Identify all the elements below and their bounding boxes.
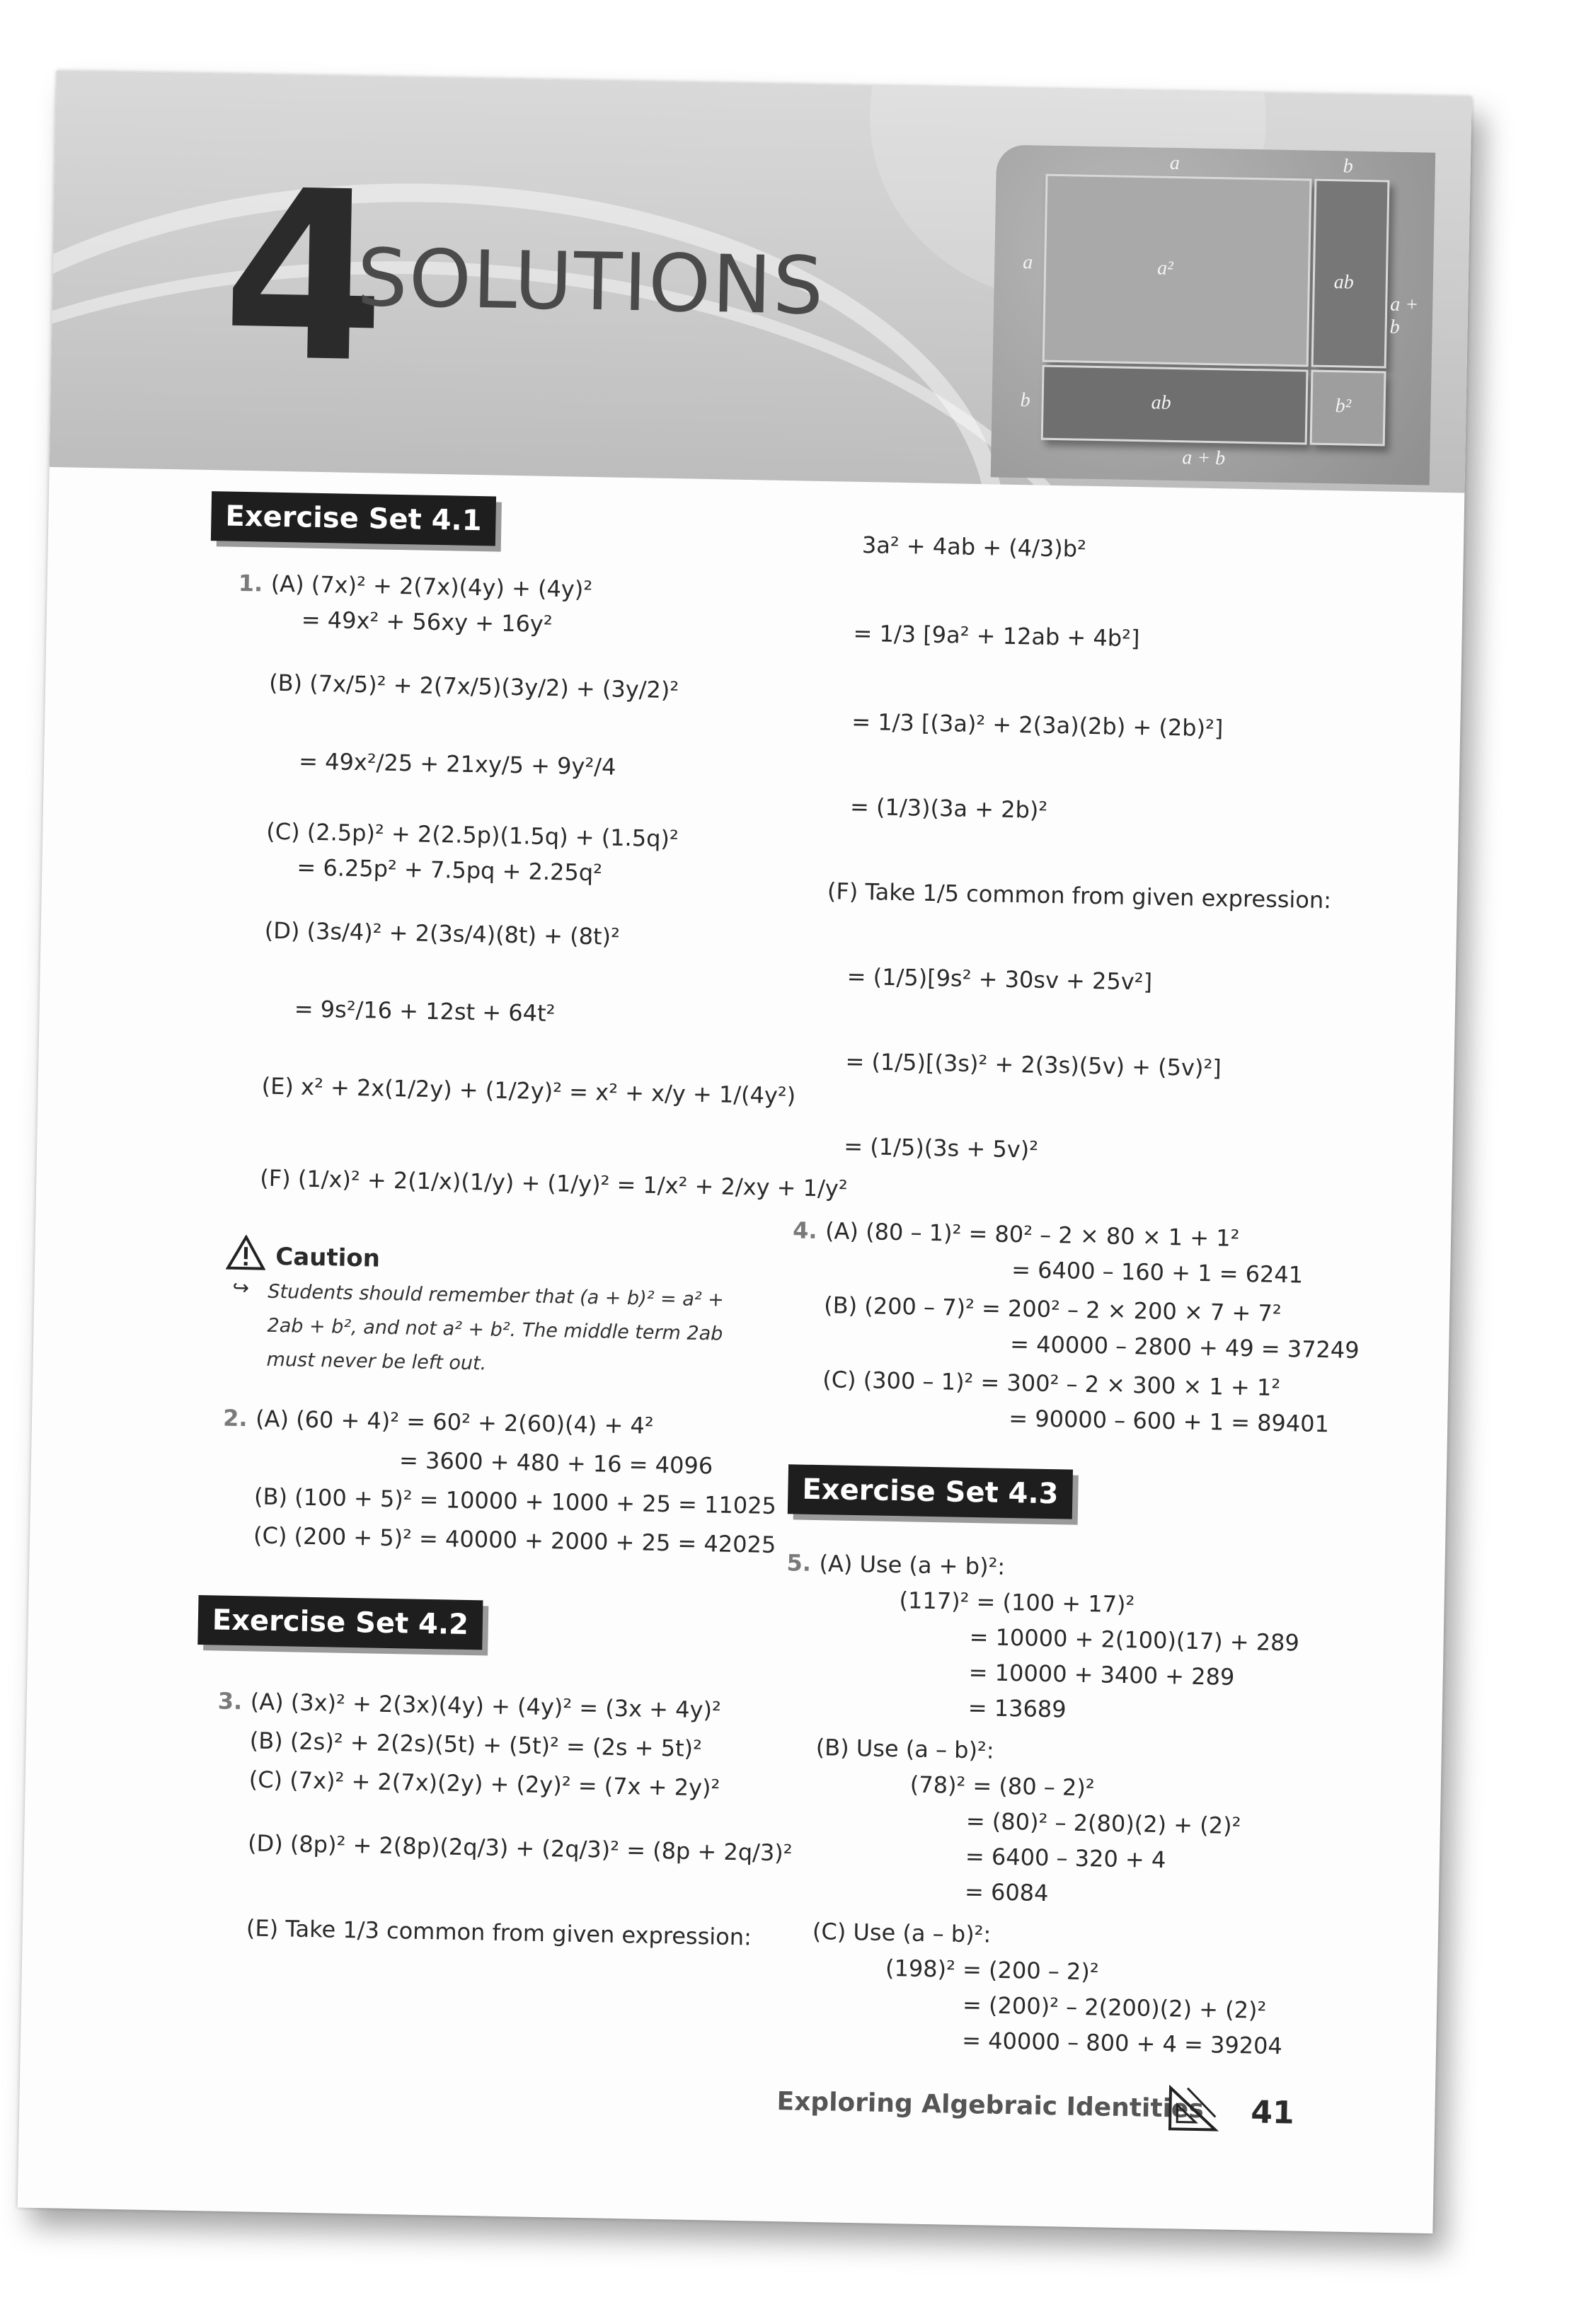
expr: (A) (3x)² + 2(3x)(4y) + (4y)² = (3x + 4y)² [250, 1688, 722, 1724]
question-number: 1. [238, 569, 263, 597]
label-a2: a² [1156, 257, 1173, 280]
section-heading-4-1: Exercise Set 4.1 [211, 491, 496, 546]
solution-line [793, 1216, 1240, 1252]
solution-line: (C) (2.5p)² + 2(2.5p)(1.5q) + (1.5q)² [266, 817, 679, 853]
label-ab-right: ab [1333, 271, 1355, 294]
solution-line: = 49x²/25 + 21xy/5 + 9y²/4 [298, 747, 616, 781]
caution-text: Students should remember that (a + b)² = a² + 2ab + b², and not a² + b². The middle term 2ab must never be left out. [266, 1280, 725, 1375]
footer-chapter-name: Exploring Algebraic Identities [776, 2087, 1205, 2124]
solution-line [217, 1688, 721, 1724]
solution-line: (E) Take 1/3 common from given expression: [246, 1914, 752, 1951]
question-number: 5. [786, 1549, 812, 1577]
chapter-title: SOLUTIONS [356, 231, 826, 333]
solution-line [786, 1549, 1005, 1580]
solution-line: = 10000 + 3400 + 289 [968, 1658, 1235, 1691]
solution-line: = 6400 – 160 + 1 = 6241 [1011, 1256, 1304, 1289]
solution-line: = 40000 – 2800 + 49 = 37249 [1009, 1330, 1360, 1364]
solution-line: (B) (200 – 7)² = 200² – 2 × 200 × 7 + 7² [823, 1292, 1282, 1328]
label-a-plus-b-right: a + b [1389, 293, 1419, 338]
label-ab-bottom: ab [1151, 391, 1171, 414]
solution-line: (D) (8p)² + 2(8p)(2q/3) + (2q/3)² = (8p + 2q/3)² [247, 1829, 793, 1867]
label-b-top: b [1343, 155, 1354, 178]
solution-line: = 6.25p² + 7.5pq + 2.25q² [297, 853, 603, 887]
algebra-tiles-figure [991, 144, 1436, 485]
solution-line: = 6084 [964, 1877, 1049, 1907]
set-square-icon [1166, 2083, 1220, 2134]
solution-line [223, 1405, 654, 1439]
solution-line: = 1/3 [9a² + 12ab + 4b²] [853, 619, 1140, 652]
solution-line: = 40000 – 800 + 4 = 39204 [961, 2026, 1283, 2060]
solution-line: = (200)² – 2(200)(2) + (2)² [962, 1991, 1267, 2024]
solution-line: (B) Use (a – b)²: [815, 1734, 994, 1764]
solution-line: = (1/5)(3s + 5v)² [843, 1132, 1039, 1163]
solution-line: = (1/5)[(3s)² + 2(3s)(5v) + (5v)²] [845, 1047, 1222, 1082]
solution-line: (E) x² + 2x(1/2y) + (1/2y)² = x² + x/y + 1/(4y²) [261, 1072, 796, 1110]
solution-line: (F) Take 1/5 common from given expression: [827, 878, 1332, 914]
solution-line: = 90000 – 600 + 1 = 89401 [1008, 1404, 1330, 1438]
tile-ab-bottom [1041, 365, 1309, 445]
label-a-left: a [1022, 251, 1033, 274]
section-heading-4-3: Exercise Set 4.3 [788, 1464, 1073, 1519]
expr: (A) (7x)² + 2(7x)(4y) + (4y)² [270, 570, 593, 603]
tile-a-squared [1043, 174, 1312, 367]
solution-line: (B) (7x/5)² + 2(7x/5)(3y/2) + (3y/2)² [268, 669, 679, 704]
solution-line: = (1/3)(3a + 2b)² [849, 793, 1048, 824]
expr: (A) Use (a + b)²: [819, 1550, 1006, 1580]
solution-line: (C) (200 + 5)² = 40000 + 2000 + 25 = 42025 [253, 1521, 776, 1558]
solution-line: = 49x² + 56xy + 16y² [301, 606, 553, 638]
solution-line [238, 570, 592, 603]
expr: (A) (80 – 1)² = 80² – 2 × 80 × 1 + 1² [825, 1217, 1240, 1252]
solution-line: = (1/5)[9s² + 30sv + 25v²] [846, 962, 1153, 996]
label-a-top: a [1169, 151, 1181, 175]
question-number: 2. [222, 1404, 248, 1432]
arrow-icon: ↪ [232, 1275, 250, 1300]
solution-line: (B) (100 + 5)² = 10000 + 1000 + 25 = 11025 [253, 1483, 777, 1519]
solution-line: (D) (3s/4)² + 2(3s/4)(8t) + (8t)² [264, 916, 621, 950]
solution-line: = 3600 + 480 + 16 = 4096 [398, 1446, 713, 1480]
solution-line: (B) (2s)² + 2(2s)(5t) + (5t)² = (2s + 5t)² [249, 1727, 703, 1763]
solution-line: = 9s²/16 + 12st + 64t² [294, 995, 556, 1028]
caution-icon [226, 1235, 266, 1271]
solution-line: = 6400 – 320 + 4 [965, 1842, 1166, 1874]
solution-line: = 10000 + 2(100)(17) + 289 [969, 1623, 1300, 1657]
expr: (A) (60 + 4)² = 60² + 2(60)(4) + 4² [255, 1405, 655, 1439]
section-heading-4-2: Exercise Set 4.2 [197, 1595, 483, 1650]
chapter-header [50, 71, 1472, 493]
chapter-number: 4 [220, 139, 388, 415]
page-number: 41 [1250, 2094, 1295, 2132]
solution-line: = 1/3 [(3a)² + 2(3a)(2b) + (2b)²] [851, 708, 1224, 742]
solution-line: (C) (300 – 1)² = 300² – 2 × 300 × 1 + 1² [822, 1366, 1281, 1401]
label-b-left: b [1020, 389, 1030, 412]
solution-line: (117)² = (100 + 17)² [899, 1587, 1135, 1618]
label-a-plus-b-bottom: a + b [1181, 447, 1226, 470]
question-number: 3. [217, 1687, 243, 1715]
solution-line: (F) (1/x)² + 2(1/x)(1/y) + (1/y)² = 1/x² + 2/xy + 1/y² [260, 1164, 848, 1202]
solution-line: (78)² = (80 – 2)² [909, 1771, 1096, 1802]
solution-line: 3a² + 4ab + (4/3)b² [861, 531, 1087, 563]
label-b2: b² [1335, 395, 1352, 418]
solution-line: = 13689 [967, 1693, 1067, 1723]
textbook-page [18, 71, 1472, 2233]
question-number: 4. [792, 1216, 817, 1244]
caution-title: Caution [275, 1242, 381, 1273]
solution-line: (C) Use (a – b)²: [812, 1918, 992, 1948]
solution-line: (C) (7x)² + 2(7x)(2y) + (2y)² = (7x + 2y)² [248, 1766, 720, 1802]
solution-line: = (80)² – 2(80)(2) + (2)² [965, 1807, 1241, 1840]
solution-line: (198)² = (200 – 2)² [885, 1954, 1099, 1986]
